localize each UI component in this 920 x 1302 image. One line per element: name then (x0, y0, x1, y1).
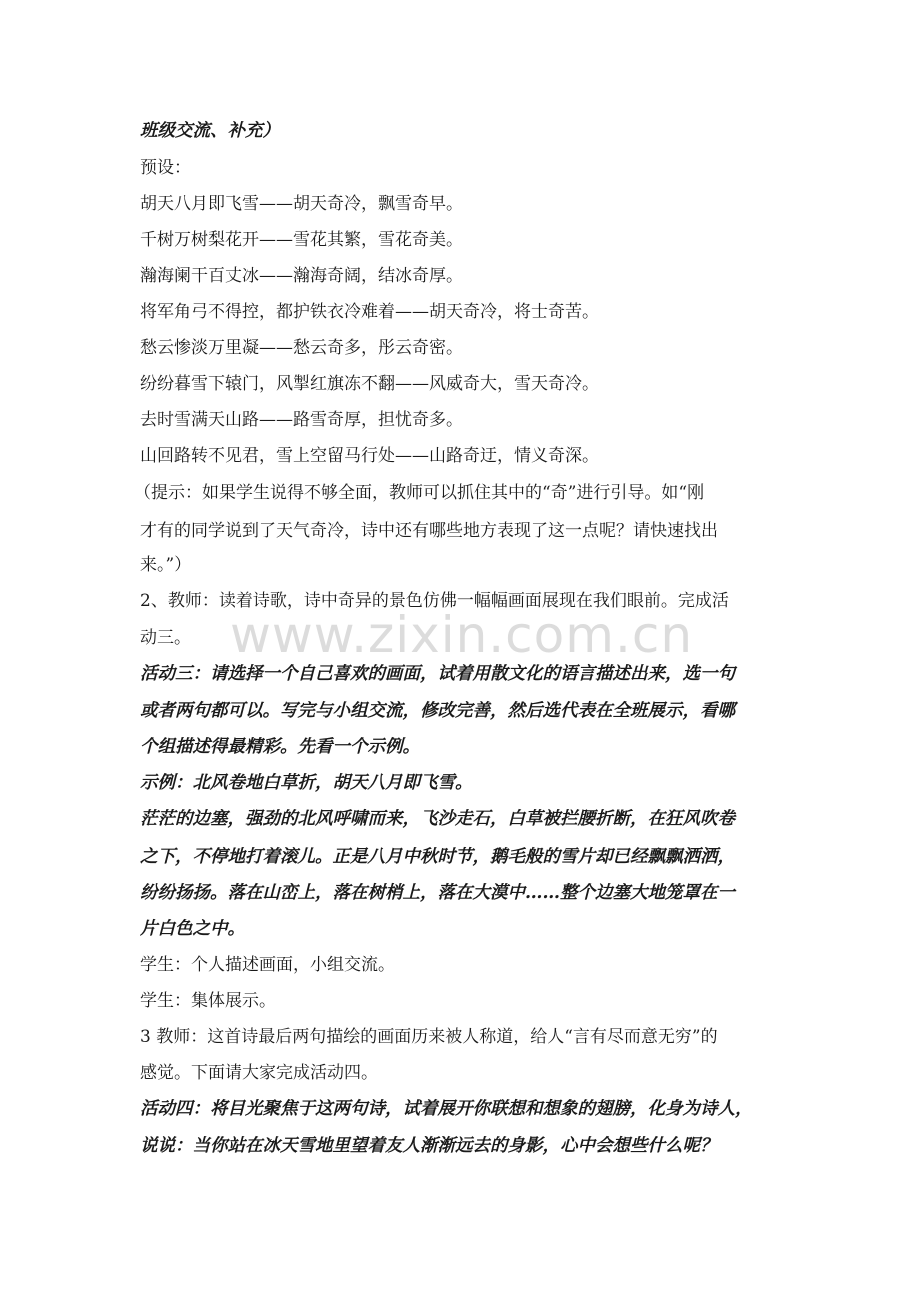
text-line: 山回路转不见君，雪上空留马行处——山路奇迂，情义奇深。 (140, 446, 599, 466)
text-line: 预设： (140, 158, 191, 178)
activity-three-line: 个组描述得最精彩。先看一个示例。 (140, 737, 420, 757)
text-line: 动三。 (140, 628, 191, 648)
activity-three-line: 活动三：请选择一个自己喜欢的画面，试着用散文化的语言描述出来，选一句 (140, 664, 735, 684)
text-line: 才有的同学说到了天气奇冷，诗中还有哪些地方表现了这一点呢？请快速找出 (140, 521, 718, 541)
text-line: 愁云惨淡万里凝——愁云奇多，彤云奇密。 (140, 338, 463, 358)
activity-four-line: 说说：当你站在冰天雪地里望着友人渐渐远去的身影，心中会想些什么呢？ (140, 1136, 718, 1156)
text-line: 学生：个人描述画面，小组交流。 (140, 955, 395, 975)
text-line: 千树万树梨花开——雪花其繁，雪花奇美。 (140, 230, 463, 250)
example-line: 片白色之中。 (140, 919, 245, 939)
text-line: 3 教师：这首诗最后两句描绘的画面历来被人称道，给人“言有尽而意无穷”的 (140, 1027, 718, 1047)
activity-three-line: 或者两句都可以。写完与小组交流，修改完善，然后选代表在全班展示，看哪 (140, 701, 735, 721)
activity-four-line: 活动四：将目光聚焦于这两句诗，试着展开你联想和想象的翅膀，化身为诗人， (140, 1099, 753, 1119)
text-line: 将军角弓不得控，都护铁衣冷难着——胡天奇冷，将士奇苦。 (140, 302, 599, 322)
example-title: 示例：北风卷地白草折，胡天八月即飞雪。 (140, 773, 473, 793)
text-line: 纷纷暮雪下辕门，风掣红旗冻不翻——风威奇大，雪天奇冷。 (140, 374, 599, 394)
text-line: 感觉。下面请大家完成活动四。 (140, 1063, 378, 1083)
text-line: 班级交流、补充） (140, 121, 280, 141)
text-line: 胡天八月即飞雪——胡天奇冷，飘雪奇早。 (140, 194, 463, 214)
text-line: 去时雪满天山路——路雪奇厚，担忧奇多。 (140, 410, 463, 430)
text-line: 学生：集体展示。 (140, 991, 276, 1011)
example-line: 茫茫的边塞，强劲的北风呼啸而来，飞沙走石，白草被拦腰折断，在狂风吹卷 (140, 809, 735, 829)
example-line: 纷纷扬扬。落在山峦上，落在树梢上，落在大漠中……整个边塞大地笼罩在一 (140, 883, 735, 903)
watermark: www.zixin.com.cn (230, 606, 694, 664)
example-line: 之下，不停地打着滚儿。正是八月中秋时节，鹅毛般的雪片却已经飘飘洒洒， (140, 847, 735, 867)
text-line: 2、教师：读着诗歌，诗中奇异的景色仿佛一幅幅画面展现在我们眼前。完成活 (140, 591, 729, 611)
text-line: 瀚海阑干百丈冰——瀚海奇阔，结冰奇厚。 (140, 266, 463, 286)
text-line: 来。”） (140, 555, 192, 575)
text-line: （提示：如果学生说得不够全面，教师可以抓住其中的“奇”进行引导。如“刚 (134, 483, 705, 503)
